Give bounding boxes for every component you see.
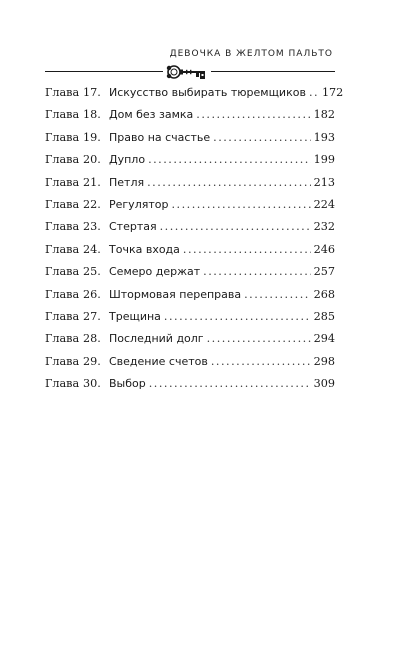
toc-entry[interactable] — [45, 239, 335, 261]
header-rule — [45, 63, 335, 81]
toc-leader — [207, 328, 311, 350]
toc-entry[interactable] — [45, 194, 335, 216]
toc-entry[interactable] — [45, 82, 344, 104]
toc-entry[interactable] — [45, 127, 335, 149]
running-head: ДЕВОЧКА В ЖЕЛТОМ ПАЛЬТО — [169, 49, 333, 59]
toc-title: Выбор — [109, 377, 146, 391]
toc-title: Дом без замка — [109, 108, 194, 122]
toc-title: Искусство выбирать тюремщиков — [109, 86, 306, 99]
toc-label: Глава — [45, 130, 80, 144]
toc-page: 294 — [313, 332, 335, 346]
toc-entry[interactable] — [45, 328, 335, 350]
toc-leader — [183, 239, 311, 261]
toc-leader — [164, 306, 311, 328]
toc-title: Стертая — [109, 220, 157, 234]
toc-number: 25. — [83, 265, 101, 279]
toc-label: Глава — [45, 220, 80, 234]
toc-label: Глава — [45, 265, 80, 279]
toc-entry[interactable] — [45, 216, 335, 238]
toc-leader — [160, 216, 311, 238]
toc-number: 23. — [83, 220, 101, 234]
toc-label: Глава — [45, 108, 80, 122]
toc-number: 27. — [83, 309, 101, 323]
toc-leader — [147, 172, 311, 194]
toc-entry[interactable] — [45, 172, 335, 194]
toc-label: Глава — [45, 175, 80, 189]
toc-title: Семеро держат — [109, 265, 201, 279]
toc-entry[interactable] — [45, 104, 335, 126]
toc-title: Последний долг — [109, 332, 204, 346]
table-of-contents — [45, 82, 344, 395]
toc-number: 22. — [83, 197, 101, 211]
toc-leader — [148, 149, 311, 171]
toc-page: 309 — [313, 377, 335, 391]
toc-label: Глава — [45, 332, 80, 346]
toc-title: Трещина — [109, 309, 161, 323]
toc-page: 199 — [313, 153, 335, 167]
toc-leader — [244, 284, 311, 306]
toc-number: 26. — [83, 287, 101, 301]
toc-leader — [171, 194, 310, 216]
toc-label: Глава — [45, 242, 80, 256]
toc-title: Петля — [109, 175, 145, 189]
toc-number: 17. — [83, 86, 101, 99]
toc-entry[interactable] — [45, 373, 335, 395]
toc-number: 20. — [83, 153, 101, 167]
toc-page: 182 — [313, 108, 335, 122]
toc-page: 246 — [313, 242, 335, 256]
toc-page: 172 — [321, 86, 344, 99]
toc-title: Регулятор — [109, 197, 169, 211]
toc-title: Дупло — [109, 153, 146, 167]
toc-number: 24. — [83, 242, 101, 256]
toc-page: 213 — [313, 175, 335, 189]
toc-page: 232 — [313, 220, 335, 234]
toc-page: 298 — [313, 354, 335, 368]
toc-label: Глава — [45, 153, 80, 167]
toc-label: Глава — [45, 354, 80, 368]
toc-page: 268 — [313, 287, 335, 301]
toc-leader — [203, 261, 311, 283]
toc-label: Глава — [45, 309, 80, 323]
toc-entry[interactable] — [45, 306, 335, 328]
toc-page: 193 — [313, 130, 335, 144]
toc-title: Штормовая переправа — [109, 287, 242, 301]
toc-number: 19. — [83, 130, 101, 144]
toc-label: Глава — [45, 287, 80, 301]
toc-entry[interactable] — [45, 351, 335, 373]
toc-label: Глава — [45, 377, 80, 391]
toc-entry[interactable] — [45, 149, 335, 171]
toc-title: Точка входа — [109, 242, 180, 256]
toc-leader — [309, 82, 319, 104]
toc-label: Глава — [45, 197, 80, 211]
toc-number: 18. — [83, 108, 101, 122]
toc-number: 29. — [83, 354, 101, 368]
toc-entry[interactable] — [45, 261, 335, 283]
toc-page: 224 — [313, 197, 335, 211]
toc-page: 257 — [313, 265, 335, 279]
toc-leader — [149, 373, 311, 395]
toc-leader — [196, 104, 310, 126]
toc-entry[interactable] — [45, 284, 335, 306]
toc-leader — [211, 351, 311, 373]
toc-number: 28. — [83, 332, 101, 346]
toc-title: Сведение счетов — [109, 354, 208, 368]
toc-leader — [213, 127, 311, 149]
toc-title: Право на счастье — [109, 130, 211, 144]
toc-label: Глава — [45, 86, 80, 99]
toc-number: 21. — [83, 175, 101, 189]
toc-number: 30. — [83, 377, 101, 391]
key-icon — [163, 63, 211, 81]
toc-page: 285 — [313, 309, 335, 323]
